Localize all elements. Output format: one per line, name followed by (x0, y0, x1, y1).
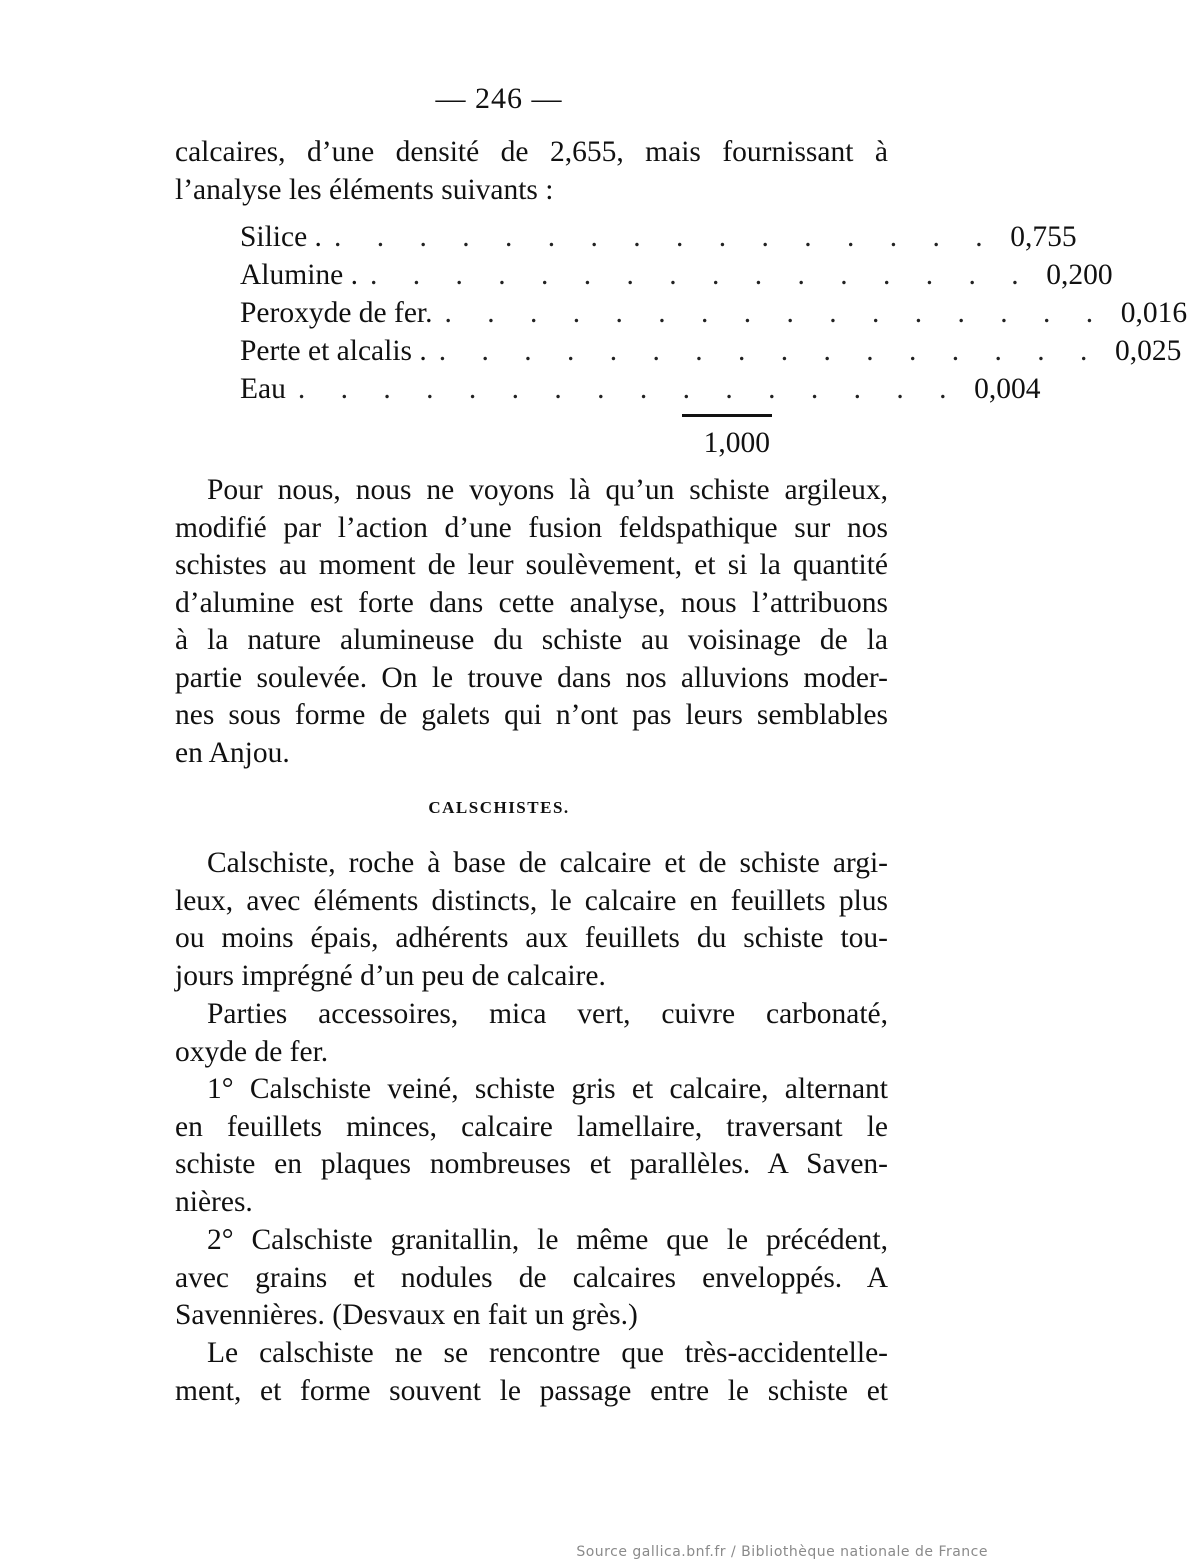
analysis-row (240, 294, 1187, 332)
analysis-row (240, 256, 1113, 294)
page-number: — 246 — (435, 82, 563, 115)
text-line: Calschiste, roche à base de calcaire et de schiste argi- (207, 847, 888, 879)
text-line: 1° Calschiste veiné, schiste gris et calcaire, alternant (207, 1073, 888, 1105)
analysis-value: 0,755 (1010, 221, 1077, 253)
analysis-row (240, 370, 1041, 408)
text-line: schiste en plaques nombreuses et parallèles. A Saven- (175, 1148, 888, 1180)
analysis-component: Perte et alcalis . (240, 335, 427, 367)
text-line: d’alumine est forte dans cette analyse, nous l’attribuons (175, 586, 888, 619)
text-line: oxyde de fer. (175, 1035, 329, 1068)
section-heading: CALSCHISTES. (428, 798, 570, 817)
analysis-component: Silice . (240, 221, 322, 253)
text-line: Parties accessoires, mica vert, cuivre carbonaté, (207, 998, 888, 1030)
analysis-value: 0,025 (1115, 335, 1182, 367)
text-line: 2° Calschiste granitallin, le même que le précédent, (207, 1224, 888, 1256)
text-line: modifié par l’action d’une fusion feldspathique sur nos (175, 511, 888, 544)
source-attribution: Source gallica.bnf.fr / Bibliothèque nationale de France (576, 1544, 988, 1560)
sum-rule (682, 414, 772, 417)
text-line: à la nature alumineuse du schiste au voisinage de la (175, 624, 888, 656)
dot-leader: . . . . . . . . . . . . . . . . (333, 221, 997, 253)
text-line: en feuillets minces, calcaire lamellaire, traversant le (175, 1110, 888, 1143)
text-line: nes sous forme de galets qui n’ont pas leurs semblables (175, 699, 888, 731)
text-line: Pour nous, nous ne voyons là qu’un schiste argileux, (207, 474, 888, 506)
text-line: partie soulevée. On le trouve dans nos alluvions moder- (175, 661, 888, 694)
analysis-value: 0,004 (974, 373, 1041, 405)
intro-paragraph (175, 134, 888, 209)
paragraph (175, 1071, 888, 1221)
text-line: calcaires, d’une densité de 2,655, mais fournissant à (175, 136, 888, 168)
analysis-component: Peroxyde de fer. (240, 297, 433, 329)
text-line: schistes au moment de leur soulèvement, et si la quantité (175, 549, 888, 581)
paragraph (175, 996, 888, 1071)
text-line: ou moins épais, adhérents aux feuillets du schiste tou- (175, 922, 888, 954)
text-line: Savennières. (Desvaux en fait un grès.) (175, 1299, 638, 1331)
text-line: l’analyse les éléments suivants : (175, 173, 554, 206)
paragraph (175, 845, 888, 995)
analysis-row (240, 332, 1182, 370)
paragraph (175, 1335, 888, 1410)
text-line: jours imprégné d’un peu de calcaire. (175, 959, 606, 992)
text-line: ment, et forme souvent le passage entre le schiste et (175, 1374, 888, 1407)
paragraph (175, 1222, 888, 1335)
text-line: nières. (175, 1185, 253, 1218)
text-line: avec grains et nodules de calcaires enveloppés. A (175, 1261, 888, 1294)
dot-leader: . . . . . . . . . . . . . . . . (370, 259, 1033, 291)
text-line: en Anjou. (175, 736, 290, 769)
paragraph (175, 472, 888, 772)
analysis-total: 1,000 (703, 427, 770, 459)
analysis-value: 0,200 (1046, 259, 1113, 291)
analysis-component: Alumine . (240, 259, 358, 291)
dot-leader: . . . . . . . . . . . . . . . . (444, 297, 1108, 329)
analysis-value: 0,016 (1120, 297, 1187, 329)
analysis-component: Eau (240, 373, 286, 405)
dot-leader: . . . . . . . . . . . . . . . . (438, 335, 1102, 367)
text-line: leux, avec éléments distincts, le calcaire en feuillets plus (175, 884, 888, 917)
analysis-table (240, 218, 1187, 408)
text-line: Le calschiste ne se rencontre que très-accidentelle- (207, 1337, 888, 1369)
dot-leader: . . . . . . . . . . . . . . . . (297, 373, 961, 405)
analysis-row (240, 218, 1077, 256)
